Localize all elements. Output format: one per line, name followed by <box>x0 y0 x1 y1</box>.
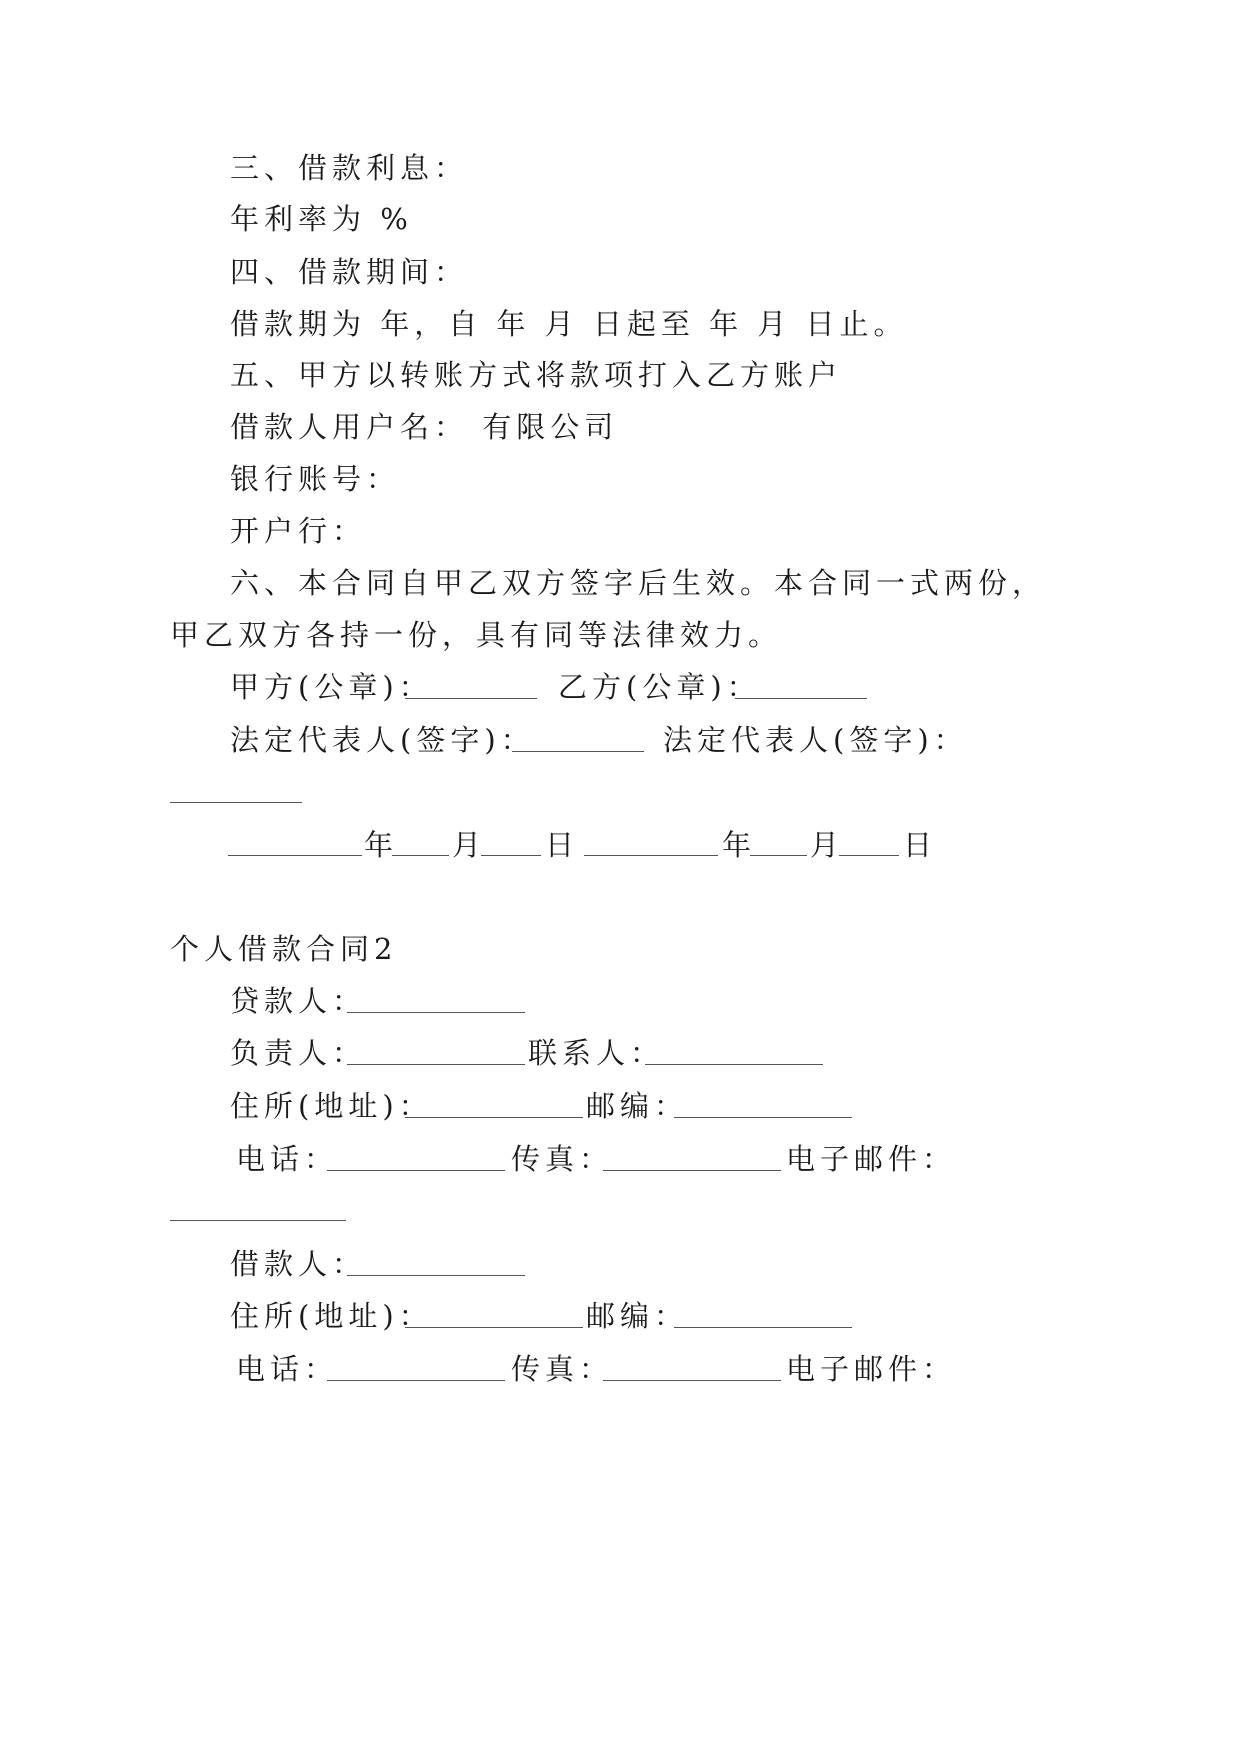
borrower-label: 借款人： <box>230 1247 367 1281</box>
address-label-1: 住所(地址)： <box>230 1089 433 1123</box>
phone-blank-1[interactable] <box>327 1170 505 1171</box>
party-a-seal: 甲方(公章)： <box>230 670 433 704</box>
contract2-title: 个人借款合同2 <box>170 932 398 966</box>
postcode-label-1: 邮编： <box>586 1089 689 1123</box>
account-name: 借款人用户名： 有限公司 <box>230 410 619 444</box>
date-a-month-label: 月 <box>452 828 487 862</box>
email-blank-1[interactable] <box>170 1220 346 1221</box>
bank-branch: 开户行： <box>230 514 367 548</box>
section5-title: 五、甲方以转账方式将款项打入乙方账户 <box>230 358 843 392</box>
legal-rep-b: 法定代表人(签字)： <box>663 723 968 757</box>
date-a-day-label: 日 <box>545 828 580 862</box>
interest-rate: 年利率为 % <box>230 202 413 236</box>
address-blank-1[interactable] <box>405 1117 583 1118</box>
postcode-label-2: 邮编： <box>586 1299 689 1333</box>
party-b-seal-blank[interactable] <box>735 698 867 699</box>
responsible-blank[interactable] <box>347 1064 525 1065</box>
fax-label-2: 传真： <box>511 1352 614 1386</box>
date-b-day-label: 日 <box>903 828 938 862</box>
party-a-seal-blank[interactable] <box>405 698 537 699</box>
section3-title: 三、借款利息： <box>230 151 469 185</box>
section6-line1: 六、本合同自甲乙双方签字后生效。本合同一式两份， <box>230 566 1047 600</box>
lender-label: 贷款人： <box>230 984 367 1018</box>
date-b-year-label: 年 <box>722 828 757 862</box>
date-a-year-blank[interactable] <box>228 855 362 856</box>
bank-account: 银行账号： <box>230 462 401 496</box>
address-label-2: 住所(地址)： <box>230 1299 433 1333</box>
contact-label: 联系人： <box>528 1036 665 1070</box>
email-label-1: 电子邮件： <box>786 1142 957 1176</box>
date-b-year-blank[interactable] <box>584 855 718 856</box>
email-label-2: 电子邮件： <box>786 1352 957 1386</box>
phone-label-1: 电话： <box>236 1142 339 1176</box>
responsible-label: 负责人： <box>230 1036 367 1070</box>
contact-blank[interactable] <box>645 1064 823 1065</box>
date-b-day-blank[interactable] <box>839 855 899 856</box>
fax-blank-2[interactable] <box>603 1380 781 1381</box>
date-a-year-label: 年 <box>364 828 399 862</box>
legal-rep-a: 法定代表人(签字)： <box>230 723 535 757</box>
loan-period: 借款期为 年，自 年 月 日起至 年 月 日止。 <box>230 307 908 341</box>
date-b-month-blank[interactable] <box>750 855 807 856</box>
section6-line2: 甲乙双方各持一份，具有同等法律效力。 <box>170 618 783 652</box>
legal-rep-a-blank[interactable] <box>512 751 644 752</box>
postcode-blank-1[interactable] <box>674 1117 852 1118</box>
borrower-blank[interactable] <box>347 1275 525 1276</box>
date-b-month-label: 月 <box>810 828 845 862</box>
party-b-seal: 乙方(公章)： <box>558 670 761 704</box>
date-a-month-blank[interactable] <box>392 855 449 856</box>
section4-title: 四、借款期间： <box>230 255 469 289</box>
postcode-blank-2[interactable] <box>674 1327 852 1328</box>
fax-blank-1[interactable] <box>603 1170 781 1171</box>
phone-blank-2[interactable] <box>327 1380 505 1381</box>
lender-blank[interactable] <box>347 1012 525 1013</box>
phone-label-2: 电话： <box>236 1352 339 1386</box>
address-blank-2[interactable] <box>405 1327 583 1328</box>
legal-rep-b-blank[interactable] <box>170 802 302 803</box>
fax-label-1: 传真： <box>511 1142 614 1176</box>
date-a-day-blank[interactable] <box>481 855 541 856</box>
